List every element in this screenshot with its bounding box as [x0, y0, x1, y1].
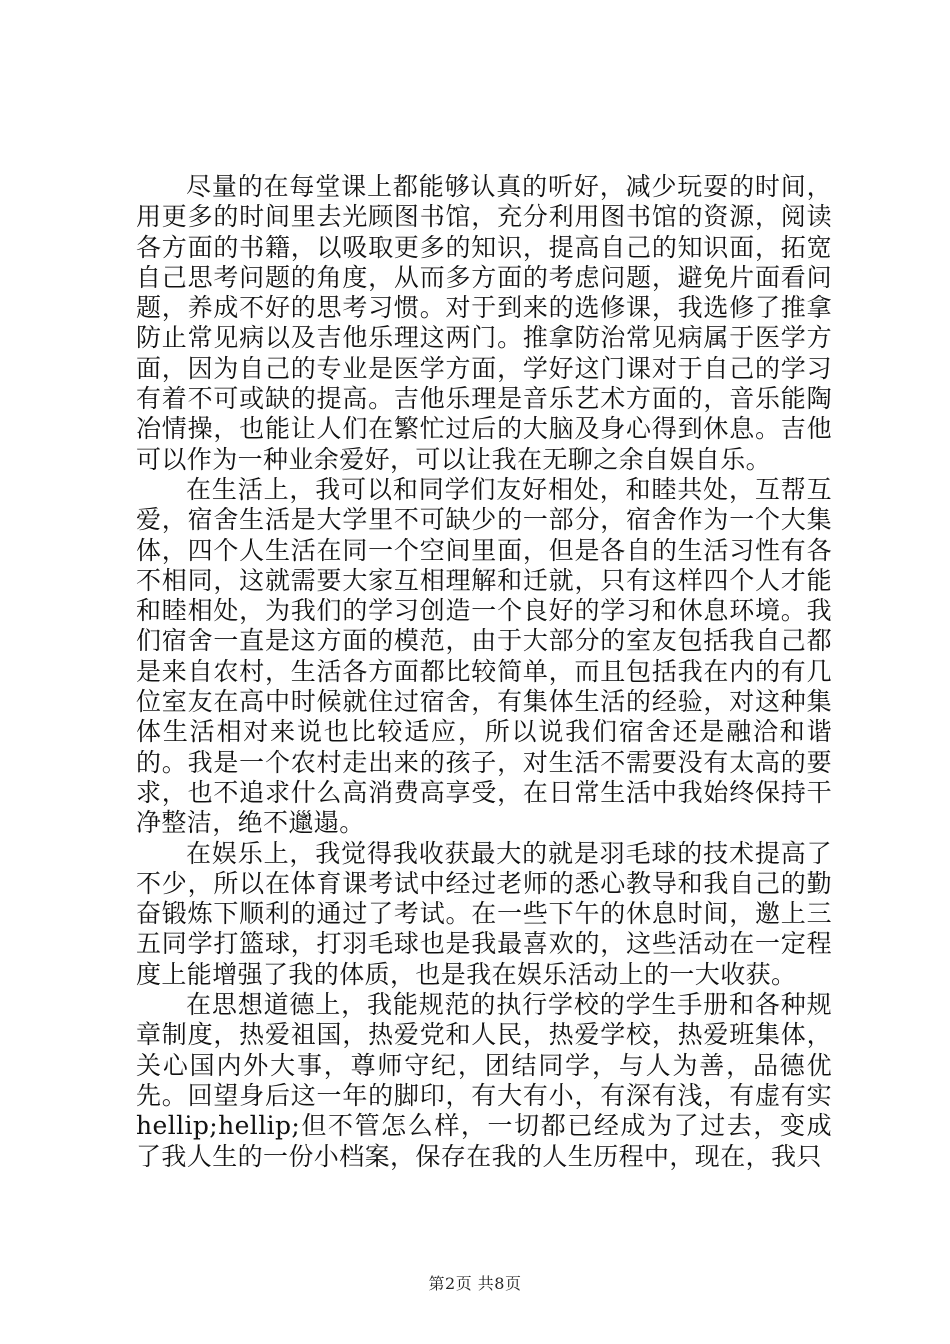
paragraph-entertainment: 在娱乐上，我觉得我收获最大的就是羽毛球的技术提高了不少，所以在体育课考试中经过老师的悉心教导和我自己的勤奋锻炼下顺利的通过了考试。在一些下午的休息时间，邀上三五同学打篮球，打羽毛球也是我最喜欢的，这些活动在一定程度上能增强了我的体质，也是我在娱乐活动上的一大收获。 — [136, 838, 832, 989]
paragraph-study: 尽量的在每堂课上都能够认真的听好，减少玩耍的时间，用更多的时间里去光顾图书馆，充分利用图书馆的资源，阅读各方面的书籍，以吸取更多的知识，提高自己的知识面，拓宽自己思考问题的角度，从而多方面的考虑问题，避免片面看问题，养成不好的思考习惯。对于到来的选修课，我选修了推拿防止常见病以及吉他乐理这两门。推拿防治常见病属于医学方面，因为自己的专业是医学方面，学好这门课对于自己的学习有着不可或缺的提高。吉他乐理是音乐艺术方面的，音乐能陶冶情操，也能让人们在繁忙过后的大脑及身心得到休息。吉他可以作为一种业余爱好，可以让我在无聊之余自娱自乐。 — [136, 172, 832, 474]
document-body — [136, 172, 832, 1172]
paragraph-life: 在生活上，我可以和同学们友好相处，和睦共处，互帮互爱，宿舍生活是大学里不可缺少的一部分，宿舍作为一个大集体，四个人生活在同一个空间里面，但是各自的生活习性有各不相同，这就需要大家互相理解和迁就，只有这样四个人才能和睦相处，为我们的学习创造一个良好的学习和休息环境。我们宿舍一直是这方面的模范，由于大部分的室友包括我自己都是来自农村，生活各方面都比较简单，而且包括我在内的有几位室友在高中时候就住过宿舍，有集体生活的经验，对这种集体生活相对来说也比较适应，所以说我们宿舍还是融洽和谐的。我是一个农村走出来的孩子，对生活不需要没有太高的要求，也不追求什么高消费高享受，在日常生活中我始终保持干净整洁，绝不邋遢。 — [136, 474, 832, 838]
page-number-footer: 第2页 共8页 — [428, 1274, 522, 1293]
paragraph-morality: 在思想道德上，我能规范的执行学校的学生手册和各种规章制度，热爱祖国，热爱党和人民，热爱学校，热爱班集体，关心国内外大事，尊师守纪，团结同学，与人为善，品德优先。回望身后这一年的脚印，有大有小，有深有浅，有虚有实hellip;hellip;但不管怎么样，一切都已经成为了过去，变成了我人生的一份小档案，保存在我的人生历程中，现在，我只 — [136, 990, 832, 1171]
